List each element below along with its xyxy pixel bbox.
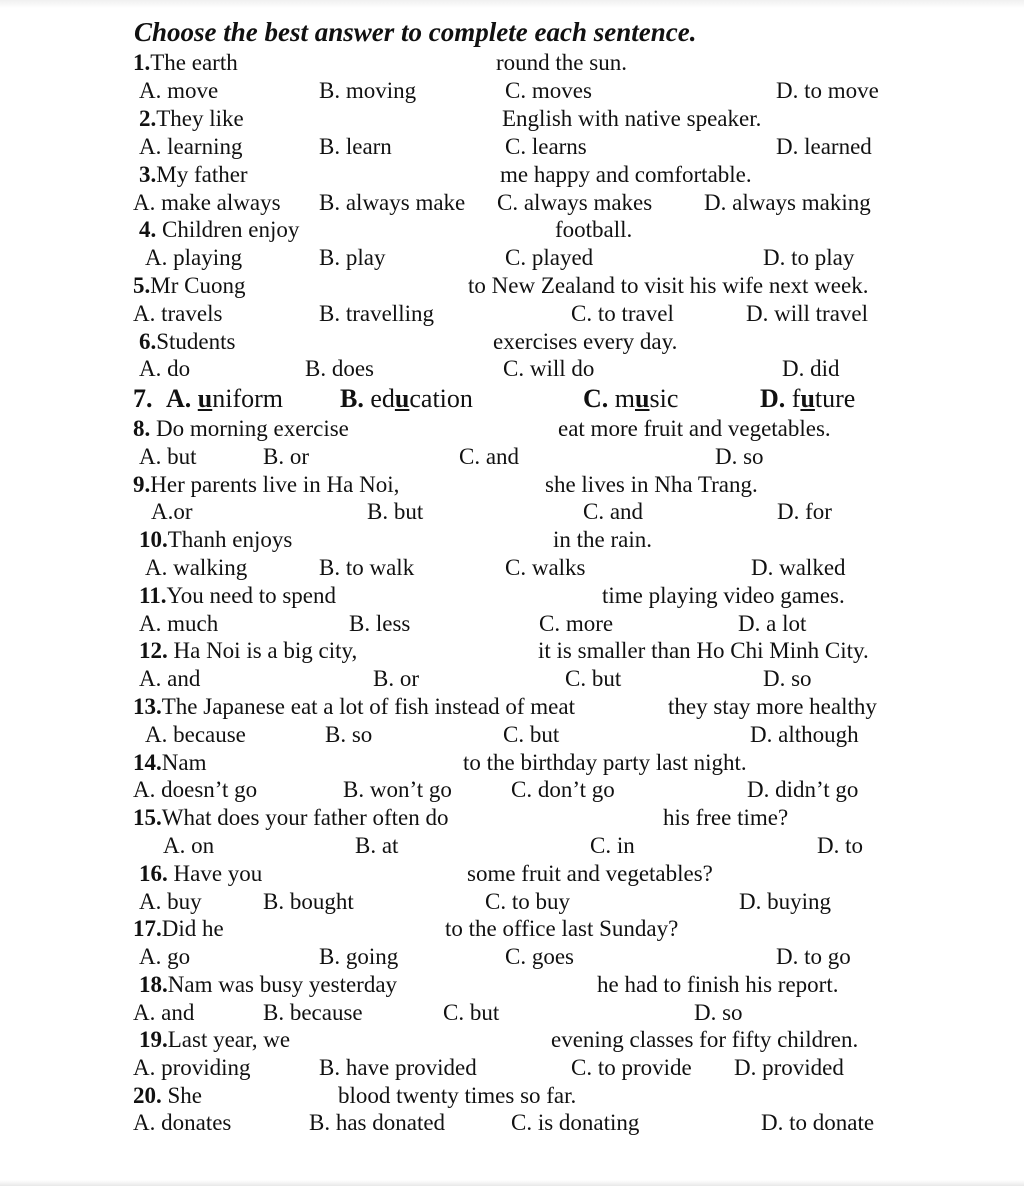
option-c[interactable]: C. learns [505,134,587,159]
option-c[interactable]: C. moves [505,78,592,103]
option-letter: D. [760,384,786,413]
option-b[interactable]: B. travelling [319,301,434,326]
option-b[interactable]: B. less [349,611,411,636]
question-text-end: me happy and comfortable. [500,162,752,187]
question-number: 12. [139,638,168,663]
question-text-end: eat more fruit and vegetables. [558,416,831,441]
option-b[interactable]: B. going [319,944,399,969]
page-bottom-edge [0,1180,1024,1186]
question-text-end: time playing video games. [602,583,845,608]
option-a[interactable]: A. because [145,722,246,747]
option-c[interactable]: C. don’t go [511,777,615,802]
question-number: 16. [139,861,168,886]
option-d[interactable]: D. buying [739,889,831,914]
option-c[interactable]: C. goes [505,944,574,969]
question-text-end: to New Zealand to visit his wife next week. [468,273,869,298]
option-c[interactable]: C. walks [505,555,586,580]
question-text: She [161,1083,202,1108]
option-a[interactable]: A. and [133,1000,195,1025]
question-text-end: he had to finish his report. [597,972,839,997]
question-number: 8. [133,416,151,441]
question-text: The earth [150,50,238,75]
option-b[interactable]: B. so [325,722,373,747]
option-c[interactable]: C. and [583,499,644,524]
question-text-end: to the office last Sunday? [445,916,679,941]
question-number: 5. [133,273,151,298]
underlined-letter: u [800,384,815,413]
question-number: 9. [133,472,151,497]
option-a[interactable]: A. make always [133,190,281,215]
instructions-heading: Choose the best answer to complete each sentence. [134,17,697,47]
word-part: m [614,384,636,413]
question-text-end: she lives in Nha Trang. [545,472,758,497]
question-text-end: exercises every day. [493,329,678,354]
question-text-end: blood twenty times so far. [338,1083,577,1108]
option-c[interactable]: C. always makes [497,190,653,215]
option-a[interactable]: A. buy [139,889,202,914]
option-d[interactable]: D. although [750,722,859,747]
option-d[interactable]: D. learned [776,134,872,159]
question-text: Have you [167,861,263,886]
option-letter: A. [166,384,192,413]
option-b[interactable]: B. or [263,444,309,469]
question-text: Thanh enjoys [167,527,293,552]
word-part: niform [212,384,284,413]
underlined-letter: u [635,384,650,413]
question-number: 14. [133,750,162,775]
word-part: ture [814,384,856,413]
option-a[interactable]: A. but [139,444,197,469]
question-number: 2. [139,106,157,131]
option-a[interactable]: A. learning [139,134,243,159]
option-d[interactable]: D. did [782,356,840,381]
option-d[interactable]: D. always making [704,190,871,215]
question-number: 10. [139,527,168,552]
option-letter: B. [340,384,364,413]
question-text: Do morning exercise [150,416,349,441]
option-a[interactable]: A. travels [133,301,223,326]
question-text: You need to spend [166,583,337,608]
option-b[interactable]: B. does [305,356,374,381]
question-text: Nam was busy yesterday [167,972,398,997]
question-text: Students [156,329,236,354]
option-c[interactable]: C. will do [503,356,595,381]
word-part: ed [370,384,395,413]
option-d[interactable]: D. walked [751,555,846,580]
question-text-end: in the rain. [553,527,652,552]
question-number: 7. [133,384,153,413]
question-text-end: football. [555,217,633,242]
option-a[interactable]: A. go [139,944,191,969]
question-text: They like [156,106,244,131]
question-number: 3. [139,162,157,187]
question-text: Mr Cuong [150,273,246,298]
question-number: 19. [139,1027,168,1052]
option-b[interactable]: B. but [367,499,424,524]
option-a[interactable] [166,384,283,414]
question-number: 11. [139,583,167,608]
option-b[interactable]: B. to walk [319,555,415,580]
option-c[interactable]: C. but [443,1000,500,1025]
question-number: 13. [133,694,162,719]
option-letter: C. [583,384,609,413]
option-a[interactable]: A.or [151,499,193,524]
option-a[interactable]: A. providing [133,1055,251,1080]
question-text-end: evening classes for fifty children. [551,1027,859,1052]
question-text-end: some fruit and vegetables? [467,861,713,886]
question-number: 20. [133,1083,162,1108]
option-b[interactable]: B. learn [319,134,392,159]
question-text: Nam [161,750,207,775]
option-c[interactable]: C. in [590,833,635,858]
question-number: 17. [133,916,162,941]
option-d[interactable]: D. so [763,666,812,691]
option-d[interactable]: D. to move [776,78,879,103]
option-d[interactable]: D. provided [734,1055,844,1080]
option-a[interactable]: A. donates [133,1110,232,1135]
question-number: 18. [139,972,168,997]
question-number: 15. [133,805,162,830]
question-number: 4. [139,217,157,242]
question-text: Ha Noi is a big city, [167,638,358,663]
option-c[interactable]: C. to travel [571,301,674,326]
word-part: cation [409,384,473,413]
option-d[interactable]: D. didn’t go [747,777,859,802]
option-b[interactable]: B. because [263,1000,363,1025]
question-text: Did he [161,916,224,941]
option-c[interactable]: C. more [539,611,614,636]
question-text-end: it is smaller than Ho Chi Minh City. [538,638,869,663]
question-text-end: to the birthday party last night. [463,750,747,775]
option-d[interactable]: D. to go [776,944,851,969]
option-a[interactable]: A. much [139,611,219,636]
option-b[interactable]: B. have provided [319,1055,477,1080]
option-b[interactable]: B. bought [263,889,354,914]
question-text: Children enjoy [156,217,300,242]
underlined-letter: u [197,384,213,413]
option-c[interactable]: C. but [503,722,560,747]
option-a[interactable]: A. doesn’t go [133,777,258,802]
question-text: Her parents live in Ha Noi, [150,472,400,497]
option-a[interactable]: A. move [139,78,219,103]
option-c[interactable]: C. is donating [511,1110,640,1135]
option-b[interactable]: B. or [373,666,419,691]
option-c[interactable] [583,384,678,414]
question-text-end: round the sun. [496,50,627,75]
option-a[interactable]: A. playing [145,245,243,270]
option-c[interactable]: C. but [565,666,622,691]
word-part: sic [649,384,679,413]
option-b[interactable]: B. has donated [309,1110,446,1135]
option-d[interactable]: D. will travel [746,301,868,326]
option-d[interactable]: D. so [715,444,764,469]
option-d[interactable]: D. for [777,499,832,524]
option-b[interactable]: B. at [355,833,399,858]
question-text: What does your father often do [161,805,449,830]
option-d[interactable]: D. so [694,1000,743,1025]
option-c[interactable]: C. to buy [485,889,570,914]
option-d[interactable]: D. to donate [761,1110,875,1135]
option-a[interactable]: A. do [139,356,191,381]
option-b[interactable]: B. moving [319,78,417,103]
option-d[interactable]: D. to play [763,245,855,270]
word-part: f [791,384,801,413]
question-text: The Japanese eat a lot of fish instead of meat [161,694,575,719]
option-d[interactable] [760,384,855,414]
underlined-letter: u [394,384,410,413]
option-b[interactable]: B. won’t go [343,777,452,802]
option-a[interactable]: A. walking [145,555,248,580]
question-text-end: his free time? [663,805,789,830]
option-d[interactable]: D. a lot [738,611,807,636]
option-c[interactable]: C. and [459,444,520,469]
option-a[interactable]: A. on [163,833,215,858]
option-b[interactable]: B. play [319,245,386,270]
option-c[interactable]: C. to provide [571,1055,692,1080]
question-text-end: English with native speaker. [502,106,762,131]
question-text: My father [156,162,248,187]
option-a[interactable]: A. and [139,666,201,691]
option-c[interactable]: C. played [505,245,594,270]
question-number: 6. [139,329,157,354]
option-d[interactable]: D. to [817,833,863,858]
question-text: Last year, we [167,1027,291,1052]
option-b[interactable]: B. always make [319,190,466,215]
option-b[interactable] [340,384,473,414]
page-top-edge [0,0,1024,8]
question-text-end: they stay more healthy [668,694,877,719]
question-number: 1. [133,50,151,75]
